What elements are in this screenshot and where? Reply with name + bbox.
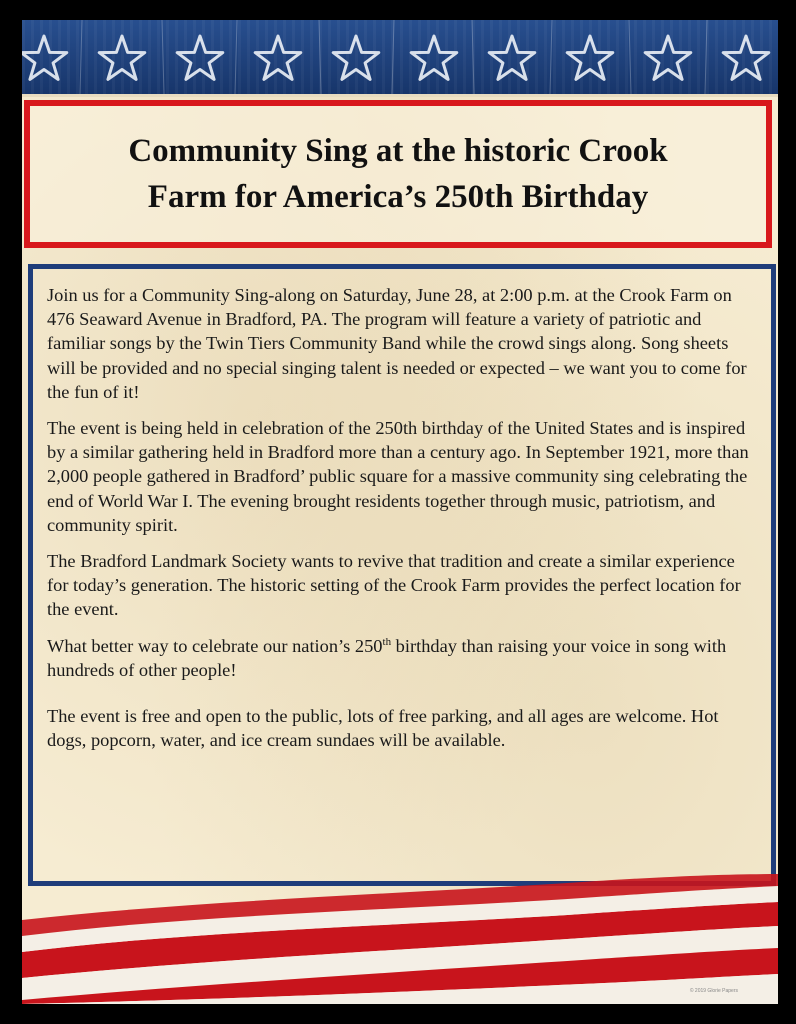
star-banner: [22, 20, 778, 97]
page-title: [78, 128, 718, 220]
title-box: [24, 100, 772, 248]
celebrate-text-1: What better way to celebrate our nation’s 250: [47, 635, 383, 656]
stars-icon: [22, 20, 778, 94]
flyer-page: [22, 20, 778, 1004]
flag-stripes-icon: [22, 874, 778, 1004]
paragraph-celebrate: [47, 634, 755, 682]
paragraph-admission: The event is free and open to the public, lots of free parking, and all ages are welcome. Hot dogs, popcorn, water, and ice cream sundaes will be available.: [47, 706, 719, 751]
paragraph-landmark-society: The Bradford Landmark Society wants to revive that tradition and create a similar experience for today’s generation. The historic setting of the Crook Farm provides the perfect location for the event.: [47, 551, 741, 620]
paragraph-history: The event is being held in celebration of the 250th birthday of the United States and is inspired by a similar gathering held in Bradford more than a century ago. In September 1921, more than 2,000 people gathered in Bradford’ public square for a massive community sing celebrating the end of World War I. The evening brought residents together through music, patriotism, and community spirit.: [47, 418, 749, 535]
body-box: [28, 264, 776, 886]
paragraph-event-details: Join us for a Community Sing-along on Saturday, June 28, at 2:00 p.m. at the Crook Farm on 476 Seaward Avenue in Bradford, PA. The program will feature a variety of patriotic and familiar songs by the Twin Tiers Community Band while the crowd sings along. Song sheets will be provided and no special singing talent is needed or expected – we want you to come for the fun of it!: [47, 285, 747, 402]
ordinal-suffix: th: [382, 635, 392, 648]
title-line-1: Community Sing at the historic Crook: [128, 133, 668, 169]
celebrate-text-2: birthday than raising your voice in song with hundreds of other people!: [47, 635, 727, 680]
title-line-2: Farm for America’s 250th Birthday: [147, 179, 649, 215]
watermark: © 2019 Glorie Papers: [689, 988, 738, 994]
